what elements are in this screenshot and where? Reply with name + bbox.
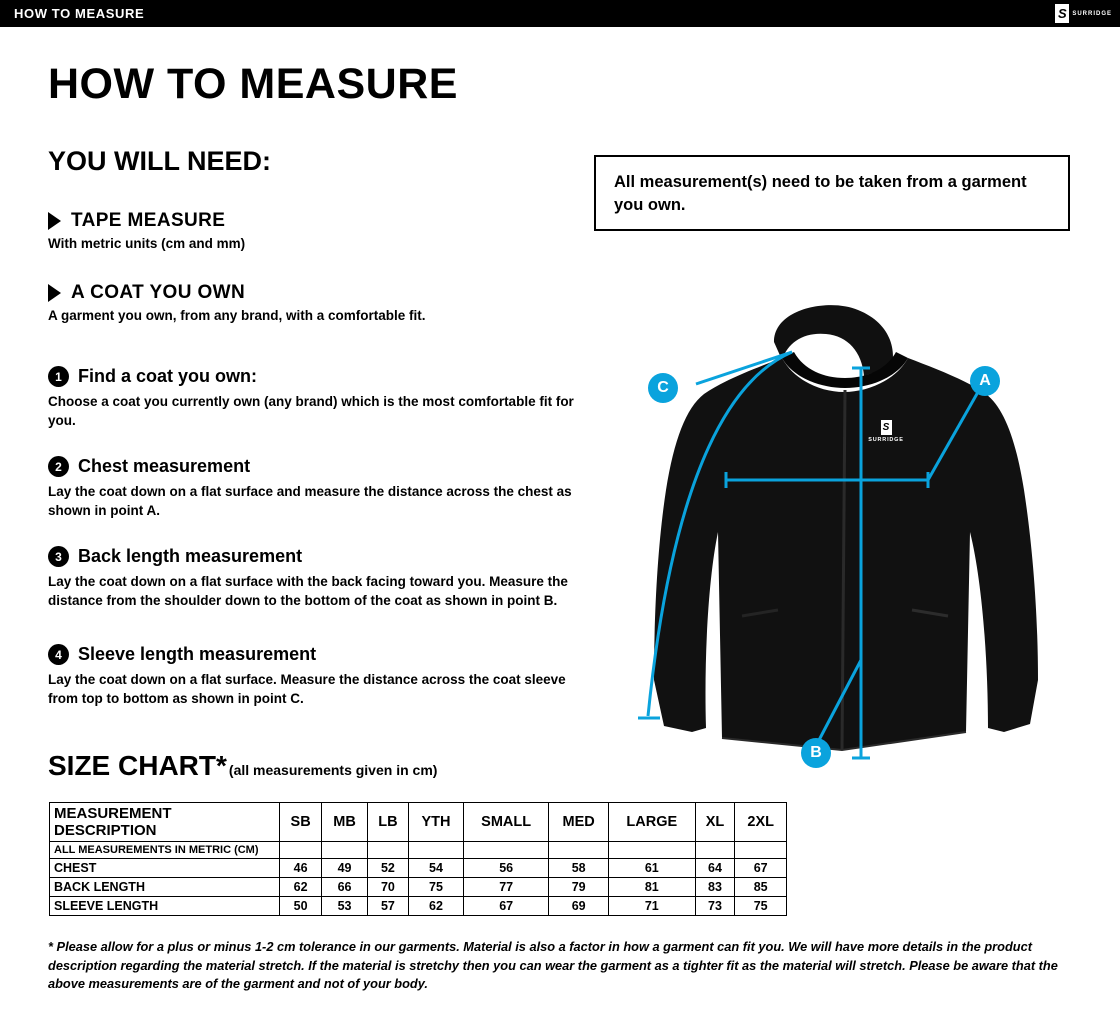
cell: 83 bbox=[695, 878, 735, 897]
step-title: Chest measurement bbox=[78, 456, 251, 476]
size-chart-table bbox=[49, 802, 787, 916]
you-will-need-heading: YOU WILL NEED: bbox=[48, 146, 272, 176]
cell: 62 bbox=[280, 878, 322, 897]
step-3 bbox=[48, 546, 588, 610]
need-item-sub: A garment you own, from any brand, with a comfortable fit. bbox=[48, 308, 426, 323]
cell: 62 bbox=[408, 897, 463, 916]
table-row bbox=[50, 878, 787, 897]
step-4 bbox=[48, 644, 588, 708]
need-item-label: A COAT YOU OWN bbox=[71, 282, 246, 303]
size-chart-note: (all measurements given in cm) bbox=[228, 762, 438, 778]
need-item-coat bbox=[48, 282, 426, 323]
column-header: 2XL bbox=[735, 803, 787, 842]
cell bbox=[695, 842, 735, 859]
cell: 81 bbox=[609, 878, 696, 897]
step-number-badge: 2 bbox=[48, 456, 69, 477]
callout-box bbox=[594, 155, 1070, 231]
column-header: MED bbox=[549, 803, 609, 842]
cell: 57 bbox=[367, 897, 408, 916]
column-header: LARGE bbox=[609, 803, 696, 842]
step-title: Back length measurement bbox=[78, 546, 303, 566]
column-header: XL bbox=[695, 803, 735, 842]
need-item-label: TAPE MEASURE bbox=[71, 210, 226, 231]
cell: 53 bbox=[322, 897, 368, 916]
triangle-bullet-icon bbox=[48, 284, 61, 302]
column-header: SMALL bbox=[463, 803, 548, 842]
step-title: Sleeve length measurement bbox=[78, 644, 317, 664]
cell: 75 bbox=[735, 897, 787, 916]
column-header: MB bbox=[322, 803, 368, 842]
cell: 49 bbox=[322, 859, 368, 878]
step-number-badge: 1 bbox=[48, 366, 69, 387]
cell: 56 bbox=[463, 859, 548, 878]
cell: 61 bbox=[609, 859, 696, 878]
cell: 73 bbox=[695, 897, 735, 916]
step-number-badge: 4 bbox=[48, 644, 69, 665]
step-1 bbox=[48, 366, 588, 430]
table-header-row bbox=[50, 803, 787, 842]
cell bbox=[280, 842, 322, 859]
cell: 79 bbox=[549, 878, 609, 897]
row-label: ALL MEASUREMENTS IN METRIC (CM) bbox=[50, 842, 280, 859]
cell: 64 bbox=[695, 859, 735, 878]
cell: 70 bbox=[367, 878, 408, 897]
step-body: Choose a coat you currently own (any brand) which is the most comfortable fit for you. bbox=[48, 394, 574, 428]
step-number-badge: 3 bbox=[48, 546, 69, 567]
cell bbox=[408, 842, 463, 859]
step-body: Lay the coat down on a flat surface with the back facing toward you. Measure the distance from the shoulder down to the bottom of the coat as shown in point B. bbox=[48, 574, 568, 608]
cell: 66 bbox=[322, 878, 368, 897]
jacket-brand-logo-mark: S bbox=[881, 420, 892, 435]
cell: 67 bbox=[735, 859, 787, 878]
cell bbox=[549, 842, 609, 859]
cell: 50 bbox=[280, 897, 322, 916]
cell: 75 bbox=[408, 878, 463, 897]
cell: 67 bbox=[463, 897, 548, 916]
cell: 46 bbox=[280, 859, 322, 878]
size-chart-heading bbox=[48, 750, 437, 782]
row-label: SLEEVE LENGTH bbox=[50, 897, 280, 916]
step-2 bbox=[48, 456, 588, 520]
chest-marker: A bbox=[970, 366, 1000, 396]
footnote: * Please allow for a plus or minus 1-2 cm tolerance in our garments. Material is also a factor in how a garment can fit you. We will have more details in the product description regarding the material stretch. If the material is stretchy then you can wear the garment as a tighter fit as the material will stretch. Please be aware that the above measurements are of the garment and not of your body. bbox=[48, 939, 1058, 992]
cell: 58 bbox=[549, 859, 609, 878]
need-item-tape-measure bbox=[48, 210, 245, 251]
row-label: CHEST bbox=[50, 859, 280, 878]
sleeve-length-marker: C bbox=[648, 373, 678, 403]
jacket-brand-logo-text: SURRIDGE bbox=[868, 436, 904, 443]
brand-logo-text: SURRIDGE bbox=[1072, 10, 1112, 17]
step-body: Lay the coat down on a flat surface and measure the distance across the chest as shown in point A. bbox=[48, 484, 572, 518]
step-body: Lay the coat down on a flat surface. Measure the distance across the coat sleeve from top to bottom as shown in point C. bbox=[48, 672, 566, 706]
column-header: YTH bbox=[408, 803, 463, 842]
page-title: HOW TO MEASURE bbox=[48, 60, 458, 108]
brand-logo-mark: S bbox=[1055, 4, 1069, 23]
cell bbox=[367, 842, 408, 859]
column-header: LB bbox=[367, 803, 408, 842]
size-chart-title: SIZE CHART* bbox=[48, 750, 227, 781]
table-row bbox=[50, 859, 787, 878]
table-row bbox=[50, 897, 787, 916]
jacket-brand-logo bbox=[855, 414, 917, 448]
cell: 77 bbox=[463, 878, 548, 897]
back-length-marker: B bbox=[801, 738, 831, 768]
row-label: BACK LENGTH bbox=[50, 878, 280, 897]
jacket-illustration bbox=[596, 280, 1096, 780]
need-item-sub: With metric units (cm and mm) bbox=[48, 236, 246, 251]
brand-logo bbox=[1028, 2, 1112, 25]
triangle-bullet-icon bbox=[48, 212, 61, 230]
cell: 52 bbox=[367, 859, 408, 878]
table-row bbox=[50, 842, 787, 859]
cell bbox=[735, 842, 787, 859]
column-header: MEASUREMENT DESCRIPTION bbox=[50, 803, 280, 842]
cell bbox=[322, 842, 368, 859]
cell: 71 bbox=[609, 897, 696, 916]
cell: 54 bbox=[408, 859, 463, 878]
top-bar-title: HOW TO MEASURE bbox=[14, 6, 145, 21]
top-bar bbox=[0, 0, 1120, 27]
cell bbox=[463, 842, 548, 859]
cell bbox=[609, 842, 696, 859]
step-title: Find a coat you own: bbox=[78, 366, 257, 386]
column-header: SB bbox=[280, 803, 322, 842]
cell: 85 bbox=[735, 878, 787, 897]
callout-text: All measurement(s) need to be taken from a garment you own. bbox=[614, 173, 1027, 215]
cell: 69 bbox=[549, 897, 609, 916]
